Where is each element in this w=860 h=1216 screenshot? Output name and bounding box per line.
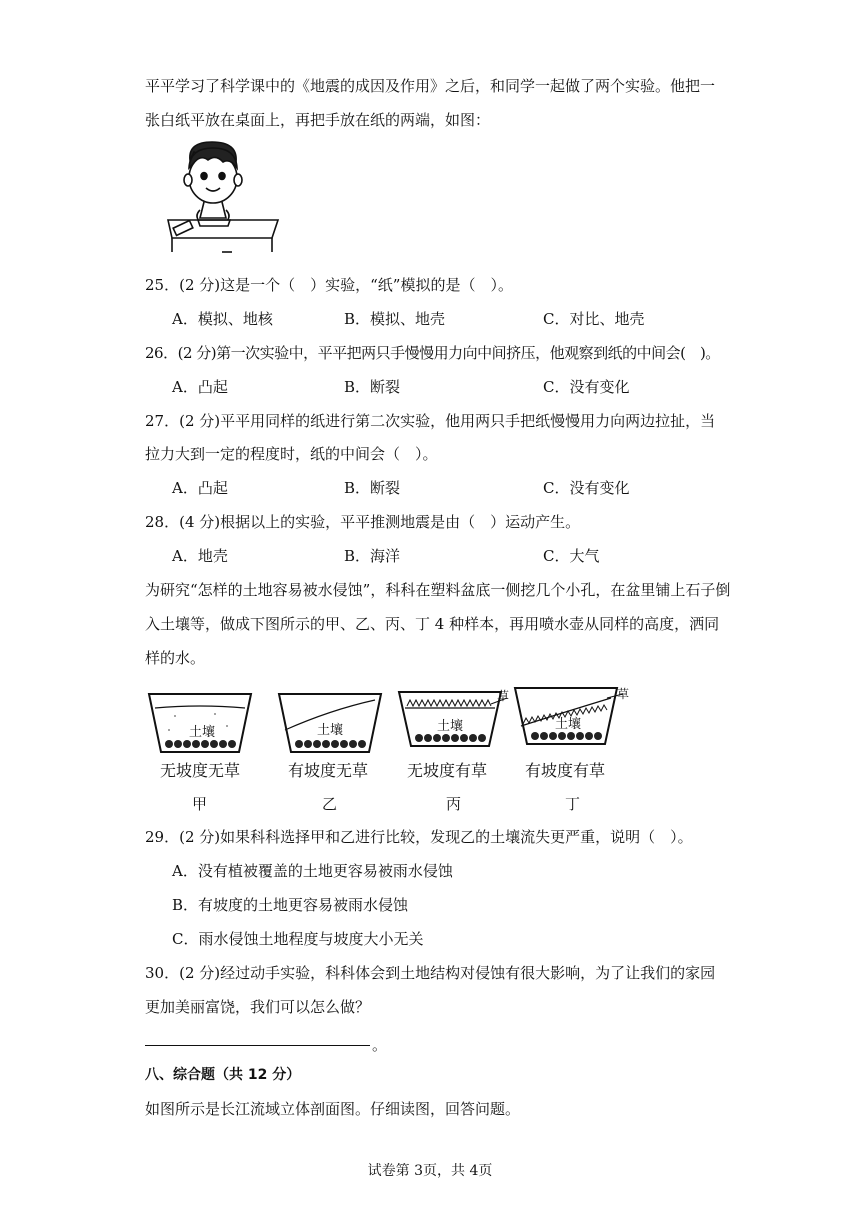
question-27-option-a[interactable]: A．凸起 <box>172 479 228 497</box>
sample-caption-bing: 无坡度有草 <box>407 761 488 780</box>
question-28-option-b[interactable]: B．海洋 <box>344 547 401 565</box>
question-28-stem: 28．(4 分)根据以上的实验，平平推测地震是由（ ）运动产生。 <box>145 513 581 531</box>
question-30-stem-line-1: 30．(2 分)经过动手实验，科科体会到土地结构对侵蚀有很大影响，为了让我们的家园 <box>145 964 716 982</box>
boy-at-desk-illustration <box>160 140 285 260</box>
soil-intro-line-3: 样的水。 <box>145 649 206 667</box>
sample-jia-basin <box>149 694 251 752</box>
intro-line-1: 平平学习了科学课中的《地震的成因及作用》之后，和同学一起做了两个实验。他把一 <box>145 77 716 95</box>
question-25-option-b[interactable]: B．模拟、地壳 <box>344 310 446 328</box>
sample-id-yi: 乙 <box>322 795 338 813</box>
sample-bing-soil-label: 土壤 <box>437 719 464 734</box>
question-26-stem: 26．(2 分)第一次实验中，平平把两只手慢慢用力向中间挤压，他观察到纸的中间会( )。 <box>145 344 720 362</box>
question-26-option-a[interactable]: A．凸起 <box>172 378 228 396</box>
sample-jia-soil-label: 土壤 <box>189 725 216 740</box>
question-25-option-a[interactable]: A．模拟、地核 <box>172 310 273 328</box>
question-27-option-c[interactable]: C．没有变化 <box>543 479 630 497</box>
page-footer: 试卷第 3页，共 4页 <box>367 1163 493 1179</box>
question-25-option-c[interactable]: C．对比、地壳 <box>543 310 645 328</box>
question-28-option-a[interactable]: A．地壳 <box>172 547 228 565</box>
sample-caption-jia: 无坡度无草 <box>160 761 241 780</box>
question-26-option-b[interactable]: B．断裂 <box>344 378 401 396</box>
question-29-stem: 29．(2 分)如果科科选择甲和乙进行比较，发现乙的土壤流失更严重，说明（ ）。 <box>145 828 693 846</box>
answer-blank-line[interactable] <box>145 1045 370 1046</box>
answer-end-mark: 。 <box>372 1036 388 1054</box>
question-27-stem-line-1: 27．(2 分)平平用同样的纸进行第二次实验，他用两只手把纸慢慢用力向两边拉扯，当 <box>145 412 716 430</box>
sample-yi-soil-label: 土壤 <box>317 723 344 738</box>
question-30-stem-line-2: 更加美丽富饶，我们可以怎么做？ <box>145 998 371 1016</box>
sample-caption-ding: 有坡度有草 <box>525 761 606 780</box>
question-27-stem-line-2: 拉力大到一定的程度时，纸的中间会（ ）。 <box>145 445 438 463</box>
question-28-option-c[interactable]: C．大气 <box>543 547 600 565</box>
sample-bing-grass-label: 草 <box>497 689 510 703</box>
question-26-option-c[interactable]: C．没有变化 <box>543 378 630 396</box>
intro-line-2: 张白纸平放在桌面上，再把手放在纸的两端，如图： <box>145 111 491 129</box>
sample-ding-soil-label: 土壤 <box>555 717 582 732</box>
sample-ding-basin <box>515 688 623 744</box>
sample-caption-yi: 有坡度无草 <box>288 761 369 780</box>
soil-intro-line-1: 为研究“怎样的土地容易被水侵蚀”，科科在塑料盆底一侧挖几个小孔，在盆里铺上石子倒 <box>145 581 731 599</box>
sample-ding-grass-label: 草 <box>617 687 630 701</box>
section-8-intro: 如图所示是长江流域立体剖面图。仔细读图，回答问题。 <box>145 1100 521 1118</box>
sample-id-jia: 甲 <box>192 795 208 813</box>
question-29-option-a[interactable]: A．没有植被覆盖的土地更容易被雨水侵蚀 <box>172 862 453 880</box>
question-29-option-b[interactable]: B．有坡度的土地更容易被雨水侵蚀 <box>172 896 409 914</box>
question-27-option-b[interactable]: B．断裂 <box>344 479 401 497</box>
section-8-title: 八、综合题（共 12 分） <box>145 1067 301 1083</box>
question-25-stem: 25．(2 分)这是一个（ ）实验，“纸”模拟的是（ ）。 <box>145 276 513 294</box>
question-29-option-c[interactable]: C．雨水侵蚀土地程度与坡度大小无关 <box>172 930 424 948</box>
sample-id-ding: 丁 <box>565 795 581 813</box>
soil-intro-line-2: 入土壤等，做成下图所示的甲、乙、丙、丁 4 种样本，再用喷水壶从同样的高度，洒同 <box>145 615 720 633</box>
sample-id-bing: 丙 <box>446 795 462 813</box>
